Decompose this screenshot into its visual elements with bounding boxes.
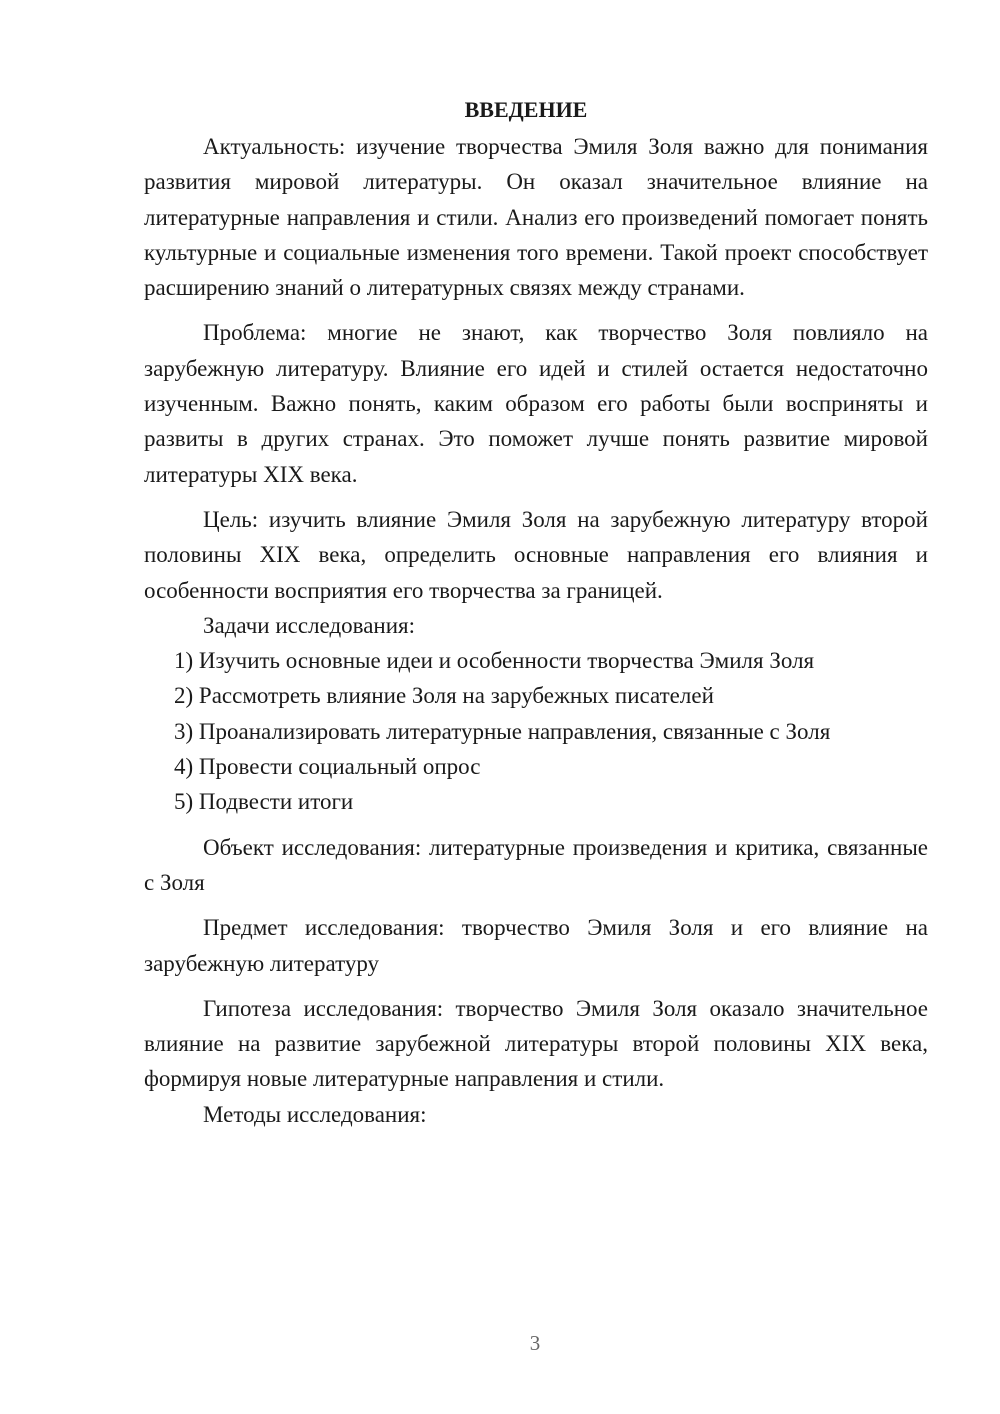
methods-heading: Методы исследования:	[203, 1101, 427, 1127]
task-item: 4) Провести социальный опрос	[174, 754, 481, 780]
task-item: 5) Подвести итоги	[174, 789, 354, 815]
task-item: 3) Проанализировать литературные направления, связанные с Золя	[174, 718, 831, 744]
page-content	[144, 92, 928, 1132]
page-number: 3	[529, 1331, 541, 1355]
section-title: ВВЕДЕНИЕ	[464, 97, 588, 122]
paragraph-goal: Цель: изучить влияние Эмиля Золя на зарубежную литературу второй половины XIX века, определить основные направления его влияния и особенности восприятия его творчества за границей.	[144, 506, 928, 603]
paragraph-relevance: Актуальность: изучение творчества Эмиля Золя важно для понимания развития мировой литературы. Он оказал значительное влияние на литературные направления и стили. Анализ его произведений помогает понять культурные и социальные изменения того времени. Такой проект способствует расширению знаний о литературных связях между странами.	[144, 134, 928, 301]
paragraph-hypothesis: Гипотеза исследования: творчество Эмиля Золя оказало значительное влияние на развитие зарубежной литературы второй половины XIX века, формируя новые литературные направления и стили.	[144, 995, 928, 1092]
paragraph-subject: Предмет исследования: творчество Эмиля Золя и его влияние на зарубежную литературу	[144, 915, 928, 976]
task-item: 2) Рассмотреть влияние Золя на зарубежных писателей	[174, 683, 714, 709]
tasks-heading: Задачи исследования:	[203, 612, 416, 638]
paragraph-problem: Проблема: многие не знают, как творчество Золя повлияло на зарубежную литературу. Влияние его идей и стилей остается недостаточно изученным. Важно понять, каким образом его работы были восприняты и развиты в других странах. Это поможет лучше понять развитие мировой литературы XIX века.	[144, 320, 928, 487]
task-item: 1) Изучить основные идеи и особенности творчества Эмиля Золя	[174, 648, 815, 674]
paragraph-object: Объект исследования: литературные произведения и критика, связанные с Золя	[144, 834, 928, 895]
